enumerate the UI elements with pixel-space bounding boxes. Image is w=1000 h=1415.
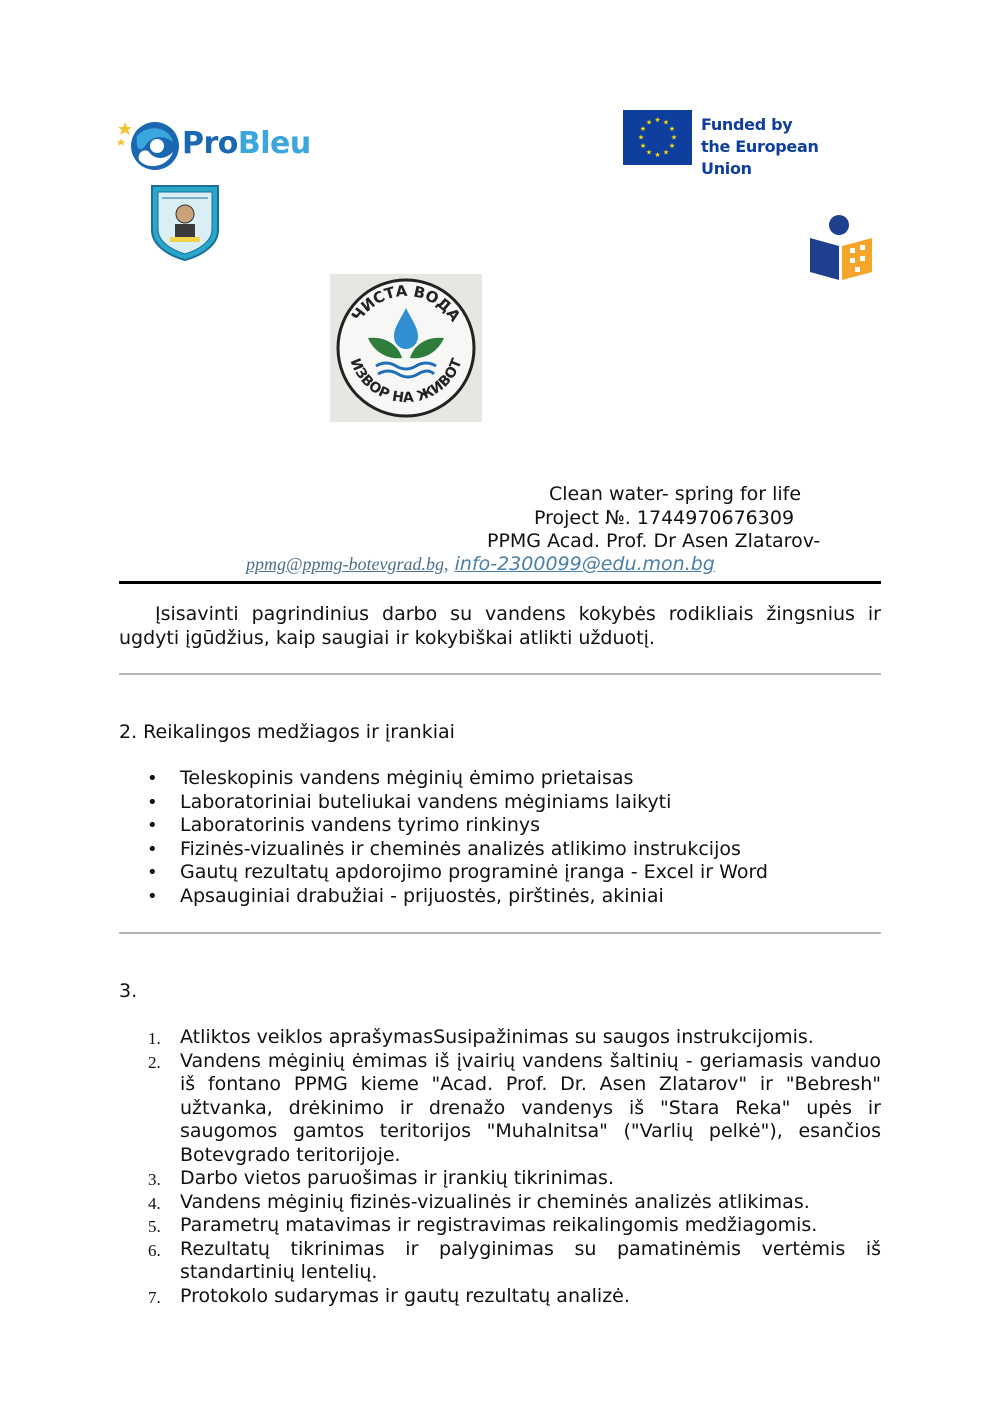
svg-text:★: ★ [668,125,676,133]
school-shield-icon [148,182,222,262]
svg-text:★: ★ [654,116,661,124]
project-title: Clean water- spring for life [549,483,802,505]
step-text: Atliktos veiklos aprašymasSusipažinimas su saugos instrukcijomis. [180,1026,814,1048]
material-text: Fizinės-vizualinės ir cheminės analizės atlikimo instrukcijos [180,837,741,860]
step-number: 6. [148,1240,161,1260]
svg-text:★: ★ [639,125,647,133]
bullet-icon: • [147,768,158,789]
bullet-icon: • [147,885,158,907]
material-text: Laboratorinis vandens tyrimo rinkinys [180,814,541,836]
email-separator: , [444,554,449,574]
step-number: 7. [148,1287,161,1307]
svg-text:★: ★ [639,142,647,150]
step-text: Parametrų matavimas ir registravimas reikalingomis medžiagomis. [180,1214,818,1236]
step-number: 5. [148,1217,161,1236]
list-item [148,1284,881,1309]
eu-text-line2: the European Union [701,137,819,178]
section-3-heading: 3. [119,980,138,1002]
clean-water-arc-top: ЧИСТА ВОДА [348,281,465,325]
eu-text-line1: Funded by [701,115,793,134]
eu-funding-text [701,114,863,180]
list-item [147,814,880,838]
list-item [148,1237,881,1285]
step-text: Protokolo sudarymas ir gautų rezultatų analizė. [180,1284,630,1307]
probleu-logo [117,116,317,174]
list-item [147,884,880,909]
step-text: Darbo vietos paruošimas ir įrankių tikrinimas. [180,1167,614,1189]
section-divider-1 [119,673,881,675]
list-item [148,1049,881,1168]
probleu-swirl-icon [117,116,179,174]
svg-text:★: ★ [662,148,670,157]
svg-text:★: ★ [670,133,678,142]
bullet-icon: • [147,862,158,883]
svg-text:★: ★ [662,118,670,127]
probleu-wordmark [182,126,311,161]
svg-text:★: ★ [645,148,653,157]
bullet-icon: • [147,815,158,836]
bullet-icon: • [147,838,158,860]
email-link-ppmg[interactable]: ppmg@ppmg-botevgrad.bg [246,554,445,574]
step-text: Rezultatų tikrinimas ir palyginimas su pamatinėmis vertėmis iš standartinių lentelių. [180,1237,881,1283]
list-item [148,1026,881,1050]
person-with-book-icon [806,212,876,282]
svg-text:★: ★ [637,133,645,142]
material-text: Apsauginiai drabužiai - prijuostės, pirštinės, akiniai [180,884,664,907]
list-item [148,1214,881,1238]
probleu-word-pro: Pro [182,126,238,161]
list-item [147,837,880,862]
materials-list [147,767,880,908]
list-item [148,1167,881,1191]
clean-water-emblem-icon [330,274,482,422]
step-number: 1. [148,1029,161,1048]
contact-emails [246,553,715,576]
list-item [148,1190,881,1215]
header-divider [119,581,881,584]
step-number: 3. [148,1170,161,1189]
svg-text:★: ★ [645,118,653,127]
eu-funding-logo [623,110,863,178]
step-text: Vandens mėginių ėmimas iš įvairių vandens šaltinių - geriamasis vanduo iš fontano PPMG kieme "Acad. Prof. Dr. Asen Zlatarov" ir "Bebresh" užtvanka, drėkinimo ir drenažo vandenys iš "Stara Reka" upės ir saugomos gamtos teritorijos "Muhalnitsa" ("Varlių pelkė"), esančios Botevgrado teritorijoje. [180,1049,881,1166]
list-item [147,861,880,885]
svg-text:★: ★ [668,142,676,150]
material-text: Laboratoriniai buteliukai vandens mėginiams laikyti [180,790,672,813]
material-text: Teleskopinis vandens mėginių ėmimo prietaisas [180,767,634,789]
step-text: Vandens mėginių fizinės-vizualinės ir cheminės analizės atlikimas. [180,1190,810,1213]
step-number: 4. [148,1193,161,1213]
section-divider-2 [119,932,881,934]
clean-water-arc-bottom: ИЗВОР НА ЖИВОТ [346,356,466,407]
project-number: Project №. 1744970676309 [534,507,795,529]
list-item [147,790,880,815]
objective-paragraph: Įsisavinti pagrindinius darbo su vandens kokybės rodikliais žingsnius ir ugdyti įgūdžius, kaip saugiai ir kokybiškai atlikti užduotį. [119,603,881,649]
activity-steps-list [148,1026,881,1308]
reader-project-logo [806,212,876,282]
eu-flag-icon [623,110,692,165]
svg-text:★: ★ [654,151,661,159]
material-text: Gautų rezultatų apdorojimo programinė įranga - Excel ir Word [180,861,768,883]
school-crest-logo [148,182,222,262]
list-item [147,767,880,791]
email-link-info[interactable]: info-2300099@edu.mon.bg [454,553,715,575]
probleu-word-bleu: Bleu [237,126,311,161]
school-name: PPMG Acad. Prof. Dr Asen Zlatarov- [487,530,821,552]
clean-water-logo [330,274,482,422]
section-2-heading: 2. Reikalingos medžiagos ir įrankiai [119,721,455,743]
bullet-icon: • [147,791,158,813]
step-number: 2. [148,1052,161,1072]
